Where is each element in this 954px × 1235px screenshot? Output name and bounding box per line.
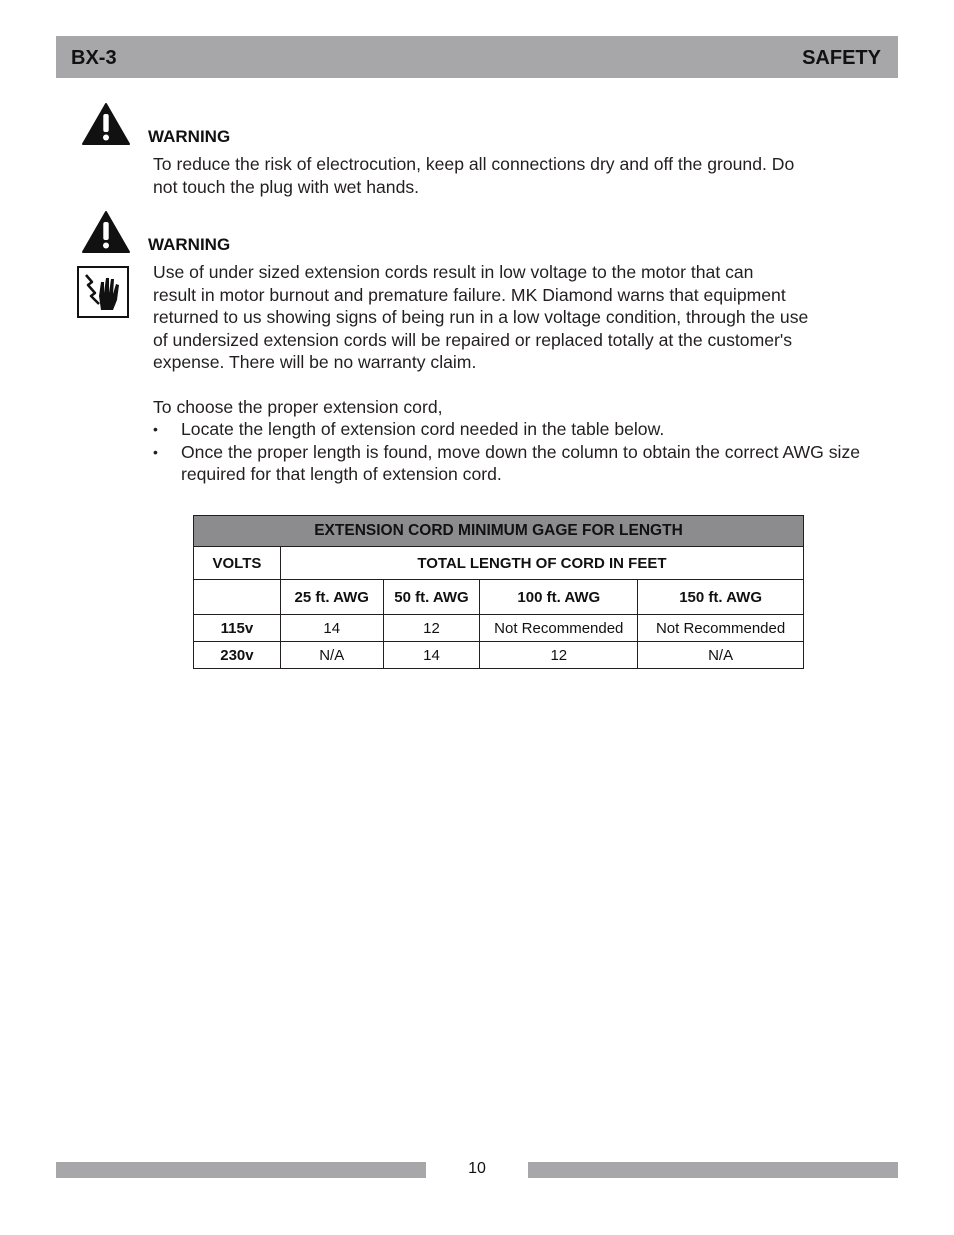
list-item	[153, 418, 868, 441]
length-header: TOTAL LENGTH OF CORD IN FEET	[280, 547, 803, 580]
warning-1-text	[153, 153, 868, 198]
table-cell: 14	[280, 615, 383, 642]
list-item-text: Locate the length of extension cord needed in the table below.	[181, 419, 665, 439]
warning-2-text	[153, 261, 868, 374]
volts-cell: 115v	[194, 615, 281, 642]
instruction-list	[153, 418, 868, 486]
table-cell: Not Recommended	[480, 615, 638, 642]
column-header: 25 ft. AWG	[280, 580, 383, 615]
column-header: 100 ft. AWG	[480, 580, 638, 615]
header-band	[56, 36, 898, 78]
choose-intro: To choose the proper extension cord,	[153, 397, 443, 417]
warning-triangle-icon	[81, 102, 131, 146]
list-item	[153, 441, 868, 486]
table-row	[194, 642, 804, 669]
volts-header: VOLTS	[194, 547, 281, 580]
table-cell: N/A	[638, 642, 804, 669]
table-cell: 12	[383, 615, 480, 642]
text-line: Use of under sized extension cords result in low voltage to the motor that can	[153, 262, 754, 282]
text-line: not touch the plug with wet hands.	[153, 176, 420, 197]
electric-shock-hand-icon	[77, 266, 129, 318]
table-header-row	[194, 547, 804, 580]
table-title-row	[194, 516, 804, 547]
footer-bar-right	[528, 1162, 898, 1178]
warning-1-label: WARNING	[148, 127, 231, 146]
table-cell: Not Recommended	[638, 615, 804, 642]
column-header: 50 ft. AWG	[383, 580, 480, 615]
table-column-row	[194, 580, 804, 615]
text-line: result in motor burnout and premature failure. MK Diamond warns that equipment	[153, 284, 786, 305]
empty-cell	[194, 580, 281, 615]
section-title: SAFETY	[802, 47, 881, 69]
volts-cell: 230v	[194, 642, 281, 669]
extension-cord-table	[193, 515, 804, 669]
footer-bar-left	[56, 1162, 426, 1178]
warning-triangle-icon	[81, 210, 131, 254]
list-item-text: Once the proper length is found, move down the column to obtain the correct AWG size required for that length of extension cord.	[181, 441, 861, 484]
model-name: BX-3	[71, 47, 117, 69]
table-cell: N/A	[280, 642, 383, 669]
warning-2-label: WARNING	[148, 235, 231, 254]
bullet-marker: •	[153, 443, 158, 460]
table-title: EXTENSION CORD MINIMUM GAGE FOR LENGTH	[194, 516, 804, 547]
text-line: To reduce the risk of electrocution, keep all connections dry and off the ground. Do	[153, 154, 795, 174]
text-line: of undersized extension cords will be repaired or replaced totally at the customer's	[153, 329, 793, 350]
table-row	[194, 615, 804, 642]
text-line: expense. There will be no warranty claim.	[153, 352, 477, 372]
text-line: returned to us showing signs of being run in a low voltage condition, through the use	[153, 307, 809, 327]
bullet-marker: •	[153, 421, 158, 437]
table-cell: 14	[383, 642, 480, 669]
table-cell: 12	[480, 642, 638, 669]
column-header: 150 ft. AWG	[638, 580, 804, 615]
page-number: 10	[468, 1160, 486, 1177]
